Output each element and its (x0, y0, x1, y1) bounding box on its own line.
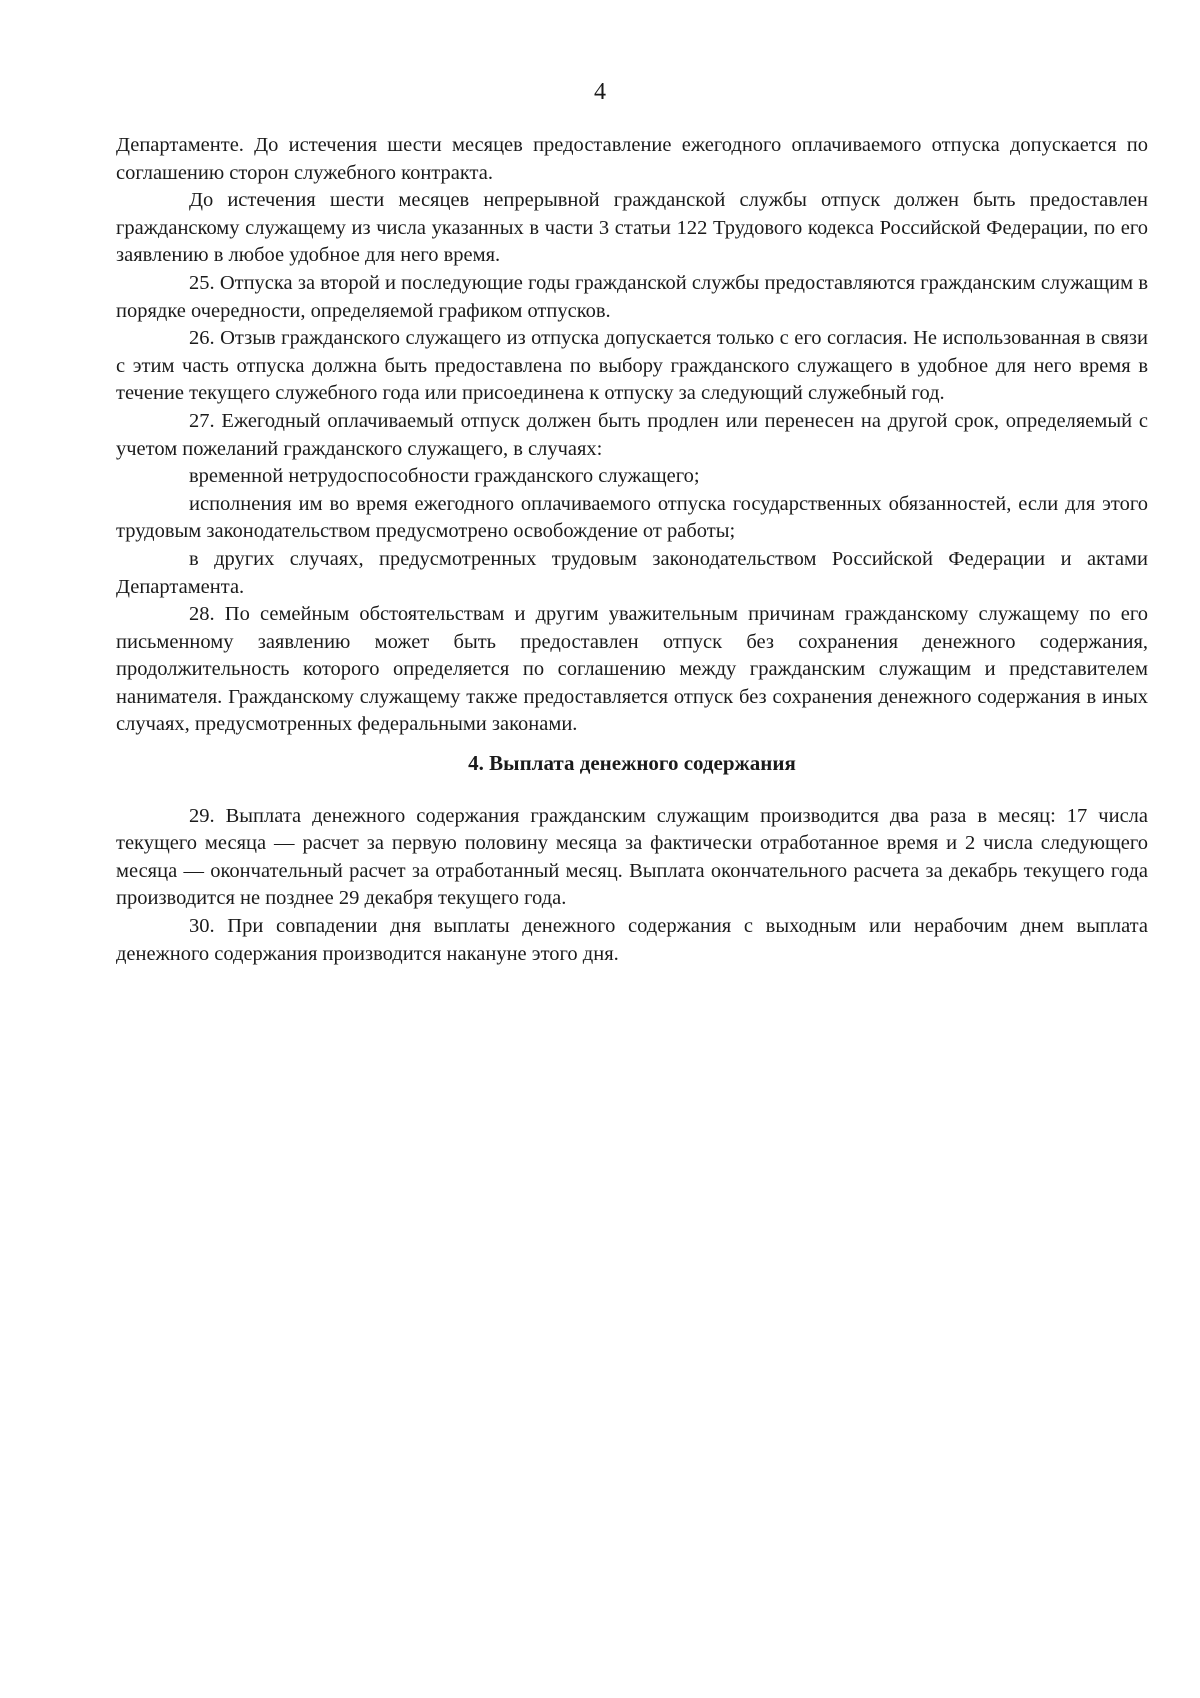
paragraph-item-29: 29. Выплата денежного содержания гражданским служащим производится два раза в месяц: 17 числа текущего месяца — расчет за первую половину месяца за фактически отработанное время и 2 числа следующего месяца — окончательный расчет за отработанный месяц. Выплата окончательного расчета за декабрь текущего года производится не позднее 29 декабря текущего года. (116, 804, 1148, 910)
section-heading: 4. Выплата денежного содержания (468, 751, 796, 776)
paragraph-continuation: Департаменте. До истечения шести месяцев предоставление ежегодного оплачиваемого отпуска допускается по соглашению сторон служебного контракта. (116, 134, 1148, 184)
paragraph-item-28: 28. По семейным обстоятельствам и другим уважительным причинам гражданскому служащему по его письменному заявлению может быть предоставлен отпуск без сохранения денежного содержания, продолжительность которого определяется по соглашению между гражданским служащим и представителем нанимателя. Гражданскому служащему также предоставляется отпуск без сохранения денежного содержания в иных случаях, предусмотренных федеральными законами. (116, 603, 1148, 736)
page-number: 4 (594, 79, 606, 105)
document-body (116, 132, 1148, 968)
paragraph-case-illness: временной нетрудоспособности гражданского служащего; (189, 465, 700, 488)
paragraph-item-27: 27. Ежегодный оплачиваемый отпуск должен быть продлен или перенесен на другой срок, определяемый с учетом пожеланий гражданского служащего, в случаях: (116, 409, 1148, 460)
paragraph-case-other: в других случаях, предусмотренных трудовым законодательством Российской Федерации и актами Департамента. (116, 547, 1148, 598)
paragraph-item-26: 26. Отзыв гражданского служащего из отпуска допускается только с его согласия. Не использованная в связи с этим часть отпуска должна быть предоставлена по выбору гражданского служащего в удобное для него время в течение текущего служебного года или присоединена к отпуску за следующий служебный год. (116, 327, 1148, 405)
paragraph-item-25: 25. Отпуска за второй и последующие годы гражданской службы предоставляются гражданским служащим в порядке очередности, определяемой графиком отпусков. (116, 271, 1148, 322)
paragraph-leave-six-months: До истечения шести месяцев непрерывной гражданской службы отпуск должен быть предоставлен гражданскому служащему из числа указанных в части 3 статьи 122 Трудового кодекса Российской Федерации, по его заявлению в любое удобное для него время. (116, 189, 1148, 267)
paragraph-item-30: 30. При совпадении дня выплаты денежного содержания с выходным или нерабочим днем выплата денежного содержания производится накануне этого дня. (116, 915, 1148, 965)
paragraph-case-state-duties: исполнения им во время ежегодного оплачиваемого отпуска государственных обязанностей, если для этого трудовым законодательством предусмотрено освобождение от работы; (116, 492, 1148, 543)
